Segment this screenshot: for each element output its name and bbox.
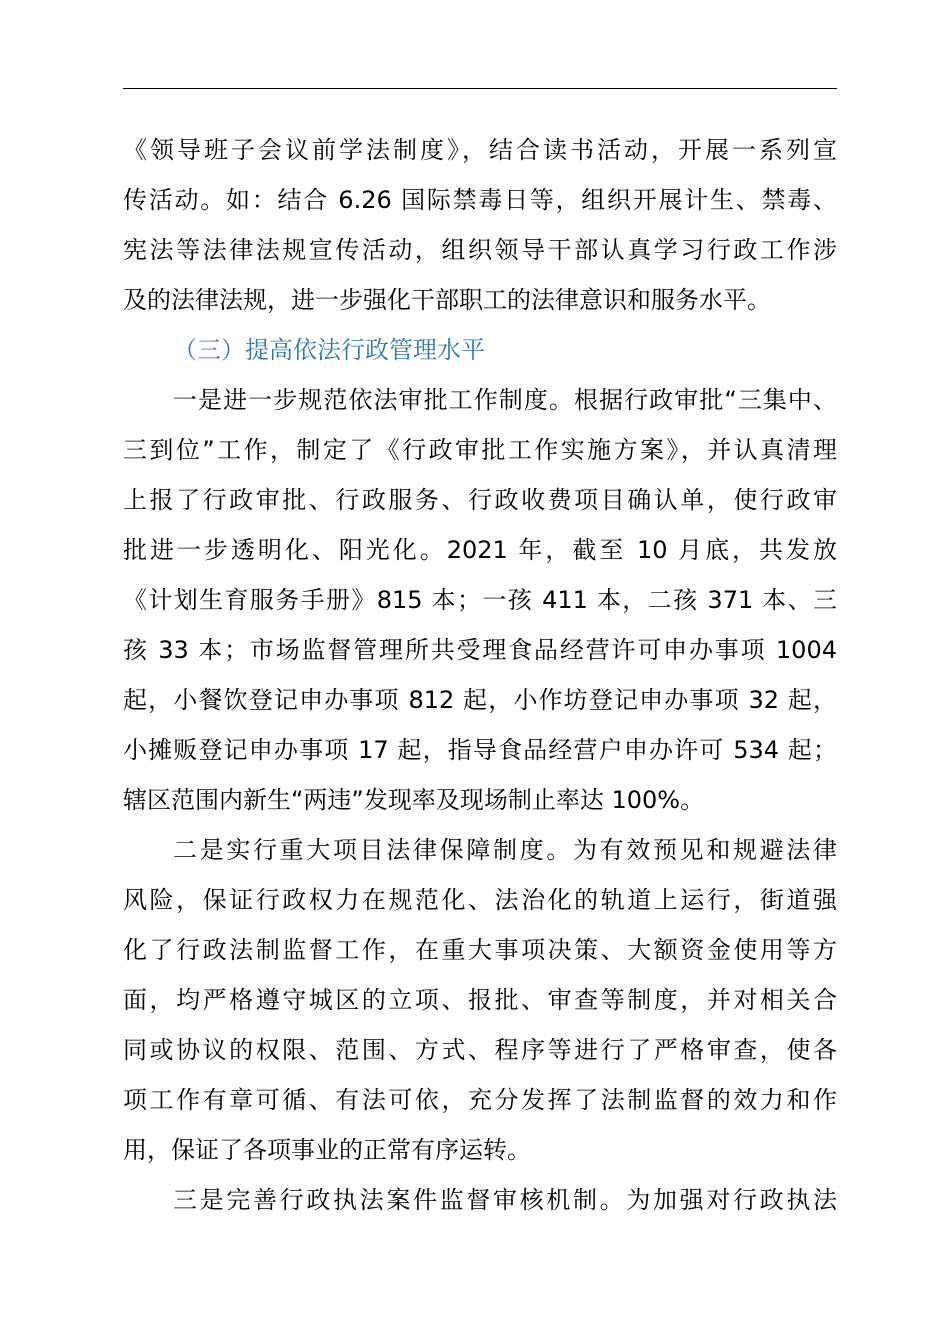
- text-line: 批进一步透明化、阳光化。2021 年，截至 10 月底，共发放: [123, 536, 837, 564]
- text-line: 化了行政法制监督工作，在重大事项决策、大额资金使用等方: [123, 936, 837, 964]
- text-line: 宪法等法律法规宣传活动，组织领导干部认真学习行政工作涉: [123, 236, 837, 264]
- paragraph: [123, 1175, 837, 1225]
- text-line: 上报了行政审批、行政服务、行政收费项目确认单，使行政审: [123, 486, 837, 514]
- text-line: 传活动。如：结合 6.26 国际禁毒日等，组织开展计生、禁毒、: [123, 186, 837, 214]
- text-line: 起，小餐饮登记申办事项 812 起，小作坊登记申办事项 32 起，: [123, 686, 837, 714]
- paragraph: [123, 125, 837, 325]
- section-heading-wrapper: [123, 325, 837, 375]
- text-line: 二是实行重大项目法律保障制度。为有效预见和规避法律: [173, 836, 837, 864]
- text-line: 辖区范围内新生“两违”发现率及现场制止率达 100%。: [123, 786, 705, 814]
- text-line: 项工作有章可循、有法可依，充分发挥了法制监督的效力和作: [123, 1086, 837, 1114]
- text-line: 《计划生育服务手册》815 本；一孩 411 本，二孩 371 本、三: [123, 586, 837, 614]
- text-line: 小摊贩登记申办事项 17 起，指导食品经营户申办许可 534 起；: [123, 736, 837, 764]
- text-line: 一是进一步规范依法审批工作制度。根据行政审批“三集中、: [173, 386, 837, 414]
- text-line: 及的法律法规，进一步强化干部职工的法律意识和服务水平。: [123, 286, 771, 314]
- text-line: 用，保证了各项事业的正常有序运转。: [123, 1136, 531, 1164]
- header-rule: [123, 88, 837, 89]
- text-line: 三是完善行政执法案件监督审核机制。为加强对行政执法: [173, 1186, 837, 1214]
- text-line: 《领导班子会议前学法制度》，结合读书活动，开展一系列宣: [123, 136, 837, 164]
- document-body: [123, 125, 837, 1225]
- text-line: 风险，保证行政权力在规范化、法治化的轨道上运行，街道强: [123, 886, 837, 914]
- text-line: 同或协议的权限、范围、方式、程序等进行了严格审查，使各: [123, 1036, 837, 1064]
- section-heading: （三）提高依法行政管理水平: [173, 336, 485, 364]
- paragraph: [123, 825, 837, 1175]
- text-line: 面，均严格遵守城区的立项、报批、审查等制度，并对相关合: [123, 986, 837, 1014]
- paragraph: [123, 375, 837, 825]
- text-line: 孩 33 本；市场监督管理所共受理食品经营许可申办事项 1004: [123, 636, 837, 664]
- text-line: 三到位”工作，制定了《行政审批工作实施方案》，并认真清理: [123, 436, 837, 464]
